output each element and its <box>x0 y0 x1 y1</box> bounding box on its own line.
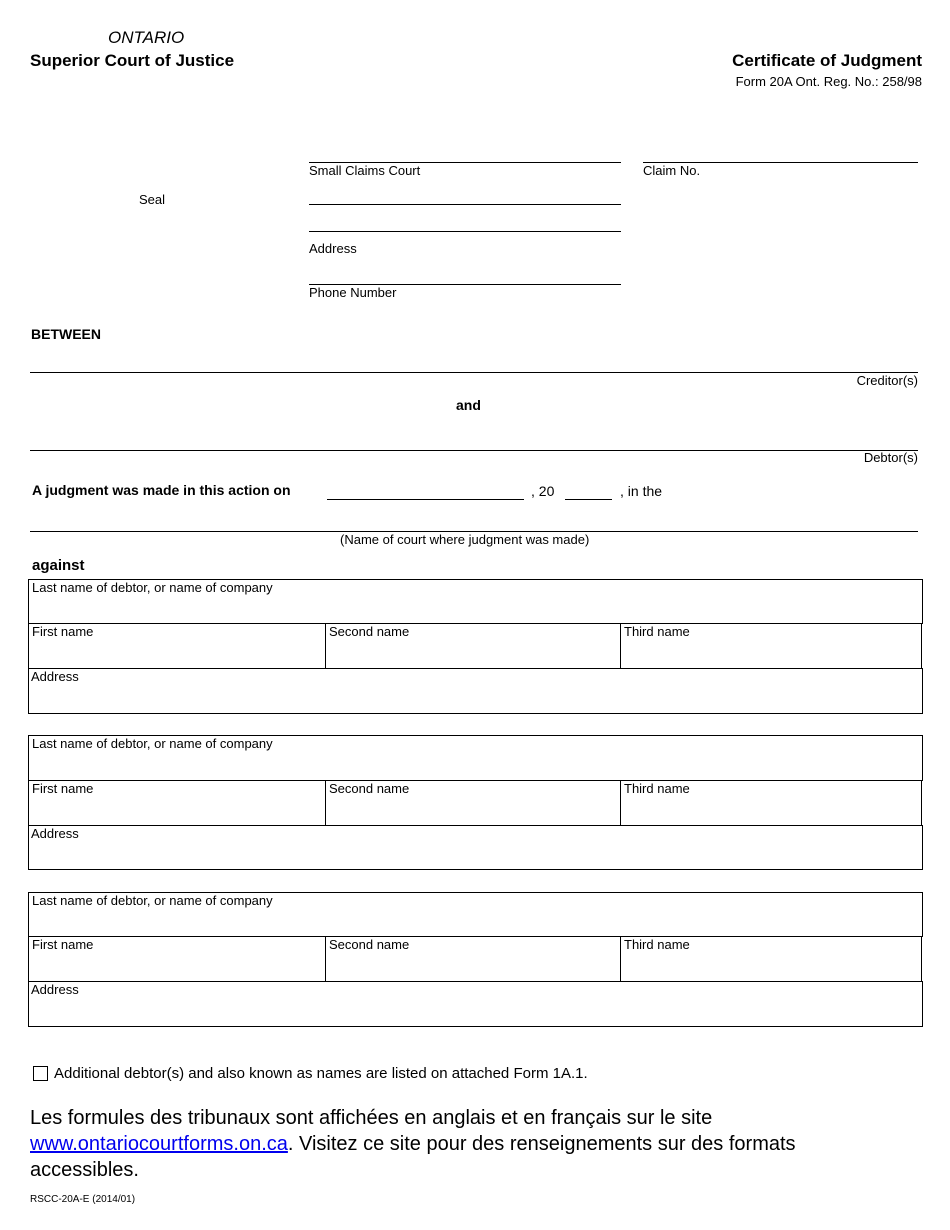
judgment-year-line <box>565 499 612 500</box>
debtor-2-last-name-cell <box>28 735 923 781</box>
debtor-1-first-name-cell <box>28 623 326 669</box>
against-label: against <box>32 557 85 574</box>
creditor-input[interactable] <box>30 352 919 370</box>
first-name-label: First name <box>32 624 94 639</box>
debtor-1-last-name-input[interactable] <box>32 602 919 620</box>
debtor-input[interactable] <box>30 430 919 448</box>
judgment-date-input[interactable] <box>327 480 525 498</box>
in-the-label: , in the <box>620 483 663 499</box>
claim-no-label: Claim No. <box>643 163 701 178</box>
address-label: Address <box>309 241 357 256</box>
third-name-label: Third name <box>624 624 690 639</box>
debtor-3-address-input[interactable] <box>32 1005 919 1023</box>
year-prefix: , 20 <box>531 483 555 499</box>
debtor-1-last-name-cell <box>28 579 923 624</box>
address-label: Address <box>31 982 79 997</box>
last-name-label: Last name of debtor, or name of company <box>32 893 273 908</box>
court-name: Superior Court of Justice <box>30 51 235 70</box>
debtor-1-address-input[interactable] <box>32 692 919 710</box>
debtor-3-last-name-cell <box>28 892 923 937</box>
small-claims-court-label: Small Claims Court <box>309 163 421 178</box>
judgment-date-line <box>327 499 524 500</box>
debtor-1-address-cell <box>28 668 923 714</box>
phone-number-label: Phone Number <box>309 285 397 300</box>
debtor-2-second-name-cell <box>325 780 621 826</box>
phone-number-input[interactable] <box>309 265 623 283</box>
first-name-label: First name <box>32 937 94 952</box>
debtor-2-second-name-input[interactable] <box>329 804 617 822</box>
notice-line-1: Les formules des tribunaux sont affichées en anglais et en français sur le site <box>30 1107 713 1129</box>
debtor-2-third-name-cell <box>620 780 922 826</box>
debtor-1-third-name-cell <box>620 623 922 669</box>
debtor-2-address-cell <box>28 825 923 870</box>
judgment-year-input[interactable] <box>565 480 613 498</box>
notice-line-2-text: . Visitez ce site pour des renseignements sur des formats <box>287 1133 796 1155</box>
creditor-label: Creditor(s) <box>856 373 918 388</box>
last-name-label: Last name of debtor, or name of company <box>32 736 273 751</box>
debtor-3-third-name-input[interactable] <box>624 960 918 978</box>
form-code: RSCC-20A-E (2014/01) <box>30 1194 136 1205</box>
debtor-1-second-name-input[interactable] <box>329 647 617 665</box>
last-name-label: Last name of debtor, or name of company <box>32 580 273 595</box>
additional-debtors-label: Additional debtor(s) and also known as names are listed on attached Form 1A.1. <box>54 1065 588 1082</box>
first-name-label: First name <box>32 781 94 796</box>
debtor-2-address-input[interactable] <box>32 848 919 866</box>
jurisdiction-label: ONTARIO <box>108 28 185 47</box>
debtor-2-third-name-input[interactable] <box>624 804 918 822</box>
form-number: Form 20A Ont. Reg. No.: 258/98 <box>735 74 922 89</box>
address-line-1 <box>309 204 621 205</box>
third-name-label: Third name <box>624 781 690 796</box>
debtor-3-last-name-input[interactable] <box>32 915 919 933</box>
second-name-label: Second name <box>329 937 410 952</box>
debtor-3-third-name-cell <box>620 936 922 982</box>
notice-line-3: accessibles. <box>30 1159 139 1181</box>
ontariocourtforms-link[interactable]: www.ontariocourtforms.on.ca <box>30 1133 288 1155</box>
debtor-2-first-name-input[interactable] <box>32 804 322 822</box>
address-line-2 <box>309 231 621 232</box>
debtor-3-second-name-cell <box>325 936 621 982</box>
debtor-line <box>30 450 918 451</box>
debtor-3-first-name-cell <box>28 936 326 982</box>
debtor-1-second-name-cell <box>325 623 621 669</box>
debtor-3-second-name-input[interactable] <box>329 960 617 978</box>
judgment-court-caption: (Name of court where judgment was made) <box>340 532 590 547</box>
debtor-2-first-name-cell <box>28 780 326 826</box>
between-label: BETWEEN <box>31 326 101 342</box>
judgment-court-input[interactable] <box>30 511 919 529</box>
address-label: Address <box>31 669 79 684</box>
address-line-2-input[interactable] <box>309 212 623 230</box>
address-line-1-input[interactable] <box>309 185 623 203</box>
claim-no-input[interactable] <box>643 143 919 161</box>
third-name-label: Third name <box>624 937 690 952</box>
small-claims-court-input[interactable] <box>309 143 623 161</box>
judgment-statement: A judgment was made in this action on <box>32 482 291 498</box>
french-notice <box>30 1105 930 1183</box>
debtor-3-first-name-input[interactable] <box>32 960 322 978</box>
debtor-3-address-cell <box>28 981 923 1027</box>
seal-label: Seal <box>139 192 166 207</box>
second-name-label: Second name <box>329 624 410 639</box>
second-name-label: Second name <box>329 781 410 796</box>
and-label: and <box>456 397 481 413</box>
creditor-line <box>30 372 918 373</box>
debtor-label: Debtor(s) <box>863 450 918 465</box>
notice-line-2 <box>30 1131 930 1157</box>
additional-debtors-checkbox[interactable] <box>33 1066 48 1081</box>
form-title: Certificate of Judgment <box>732 51 922 70</box>
debtor-1-third-name-input[interactable] <box>624 647 918 665</box>
debtor-1-first-name-input[interactable] <box>32 647 322 665</box>
address-label: Address <box>31 826 79 841</box>
debtor-2-last-name-input[interactable] <box>32 759 919 777</box>
